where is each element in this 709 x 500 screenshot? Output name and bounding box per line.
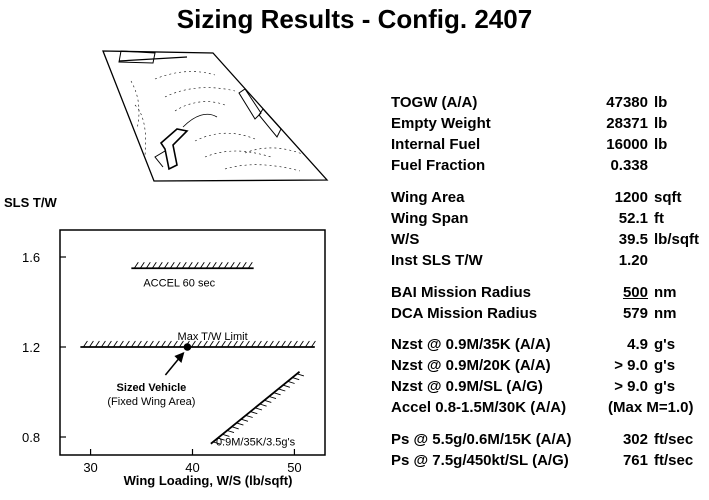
result-value: 52.1 bbox=[618, 210, 648, 227]
result-unit: ft bbox=[654, 210, 664, 227]
result-value: 761 bbox=[622, 452, 648, 469]
result-unit: lb bbox=[654, 115, 668, 132]
result-label: DCA Mission Radius bbox=[391, 305, 538, 322]
result-label: TOGW (A/A) bbox=[391, 94, 478, 111]
result-label: Empty Weight bbox=[391, 115, 491, 132]
page-title: Sizing Results - Config. 2407 bbox=[176, 4, 533, 34]
result-unit: lb/sqft bbox=[654, 231, 699, 248]
result-label: Nzst @ 0.9M/35K (A/A) bbox=[391, 336, 551, 353]
x-axis-label: Wing Loading, W/S (lb/sqft) bbox=[123, 473, 293, 488]
result-unit: g's bbox=[654, 357, 676, 374]
result-value: 28371 bbox=[606, 115, 648, 132]
sized-vehicle-label: Sized Vehicle bbox=[116, 382, 187, 394]
y-axis-label: SLS T/W bbox=[4, 195, 57, 210]
tw-ws-chart bbox=[0, 185, 330, 490]
result-unit: nm bbox=[654, 284, 677, 301]
x-ticks bbox=[83, 449, 301, 475]
result-label: Wing Area bbox=[391, 189, 465, 206]
design-point-group bbox=[107, 343, 195, 408]
result-label: BAI Mission Radius bbox=[391, 284, 532, 301]
result-value: 4.9 bbox=[627, 336, 648, 353]
result-label: Ps @ 5.5g/0.6M/15K (A/A) bbox=[391, 431, 572, 448]
result-value: > 9.0 bbox=[614, 357, 648, 374]
x-tick-label: 50 bbox=[287, 460, 302, 475]
result-unit: g's bbox=[654, 336, 676, 353]
result-value: > 9.0 bbox=[614, 378, 648, 395]
result-value: (Max M=1.0) bbox=[608, 399, 694, 416]
result-label: Wing Span bbox=[391, 210, 469, 227]
result-unit: nm bbox=[654, 305, 677, 322]
result-unit: ft/sec bbox=[654, 452, 694, 469]
sized-vehicle-sublabel: (Fixed Wing Area) bbox=[107, 396, 196, 408]
result-label: Internal Fuel bbox=[391, 136, 481, 153]
y-tick-label: 1.6 bbox=[22, 250, 41, 265]
y-tick-label: 1.2 bbox=[22, 340, 41, 355]
result-unit: g's bbox=[654, 378, 676, 395]
result-value: 39.5 bbox=[618, 231, 648, 248]
result-label: W/S bbox=[391, 231, 420, 248]
x-tick-label: 40 bbox=[185, 460, 200, 475]
result-value: 1200 bbox=[614, 189, 648, 206]
result-label: Nzst @ 0.9M/SL (A/G) bbox=[391, 378, 543, 395]
result-value: 1.20 bbox=[618, 252, 648, 269]
y-tick-label: 0.8 bbox=[22, 430, 41, 445]
constraint-lines bbox=[80, 262, 315, 448]
constraint-label: ACCEL 60 sec bbox=[143, 277, 216, 290]
sized-vehicle-point bbox=[184, 343, 192, 351]
result-value: 500 bbox=[622, 284, 648, 301]
result-unit: ft/sec bbox=[654, 431, 694, 448]
result-unit: lb bbox=[654, 94, 668, 111]
result-value: 579 bbox=[622, 305, 648, 322]
result-label: Fuel Fraction bbox=[391, 157, 486, 174]
constraint-label: Max T/W Limit bbox=[177, 331, 248, 343]
result-label: Ps @ 7.5g/450kt/SL (A/G) bbox=[391, 452, 569, 469]
constraint-label: 0.9M/35K/3.5g's bbox=[215, 436, 296, 449]
result-unit: lb bbox=[654, 136, 668, 153]
aircraft-planform-sketch-icon bbox=[95, 45, 335, 185]
constraint-hatch bbox=[134, 262, 252, 268]
result-value: 302 bbox=[622, 431, 648, 448]
result-unit: sqft bbox=[654, 189, 682, 206]
result-value: 47380 bbox=[606, 94, 648, 111]
result-value: 16000 bbox=[606, 136, 648, 153]
result-value: 0.338 bbox=[610, 157, 648, 174]
result-label: Nzst @ 0.9M/20K (A/A) bbox=[391, 357, 551, 374]
constraint-hatch bbox=[213, 374, 304, 444]
x-tick-label: 30 bbox=[83, 460, 98, 475]
result-label: Inst SLS T/W bbox=[391, 252, 483, 269]
result-label: Accel 0.8-1.5M/30K (A/A) bbox=[391, 399, 567, 416]
